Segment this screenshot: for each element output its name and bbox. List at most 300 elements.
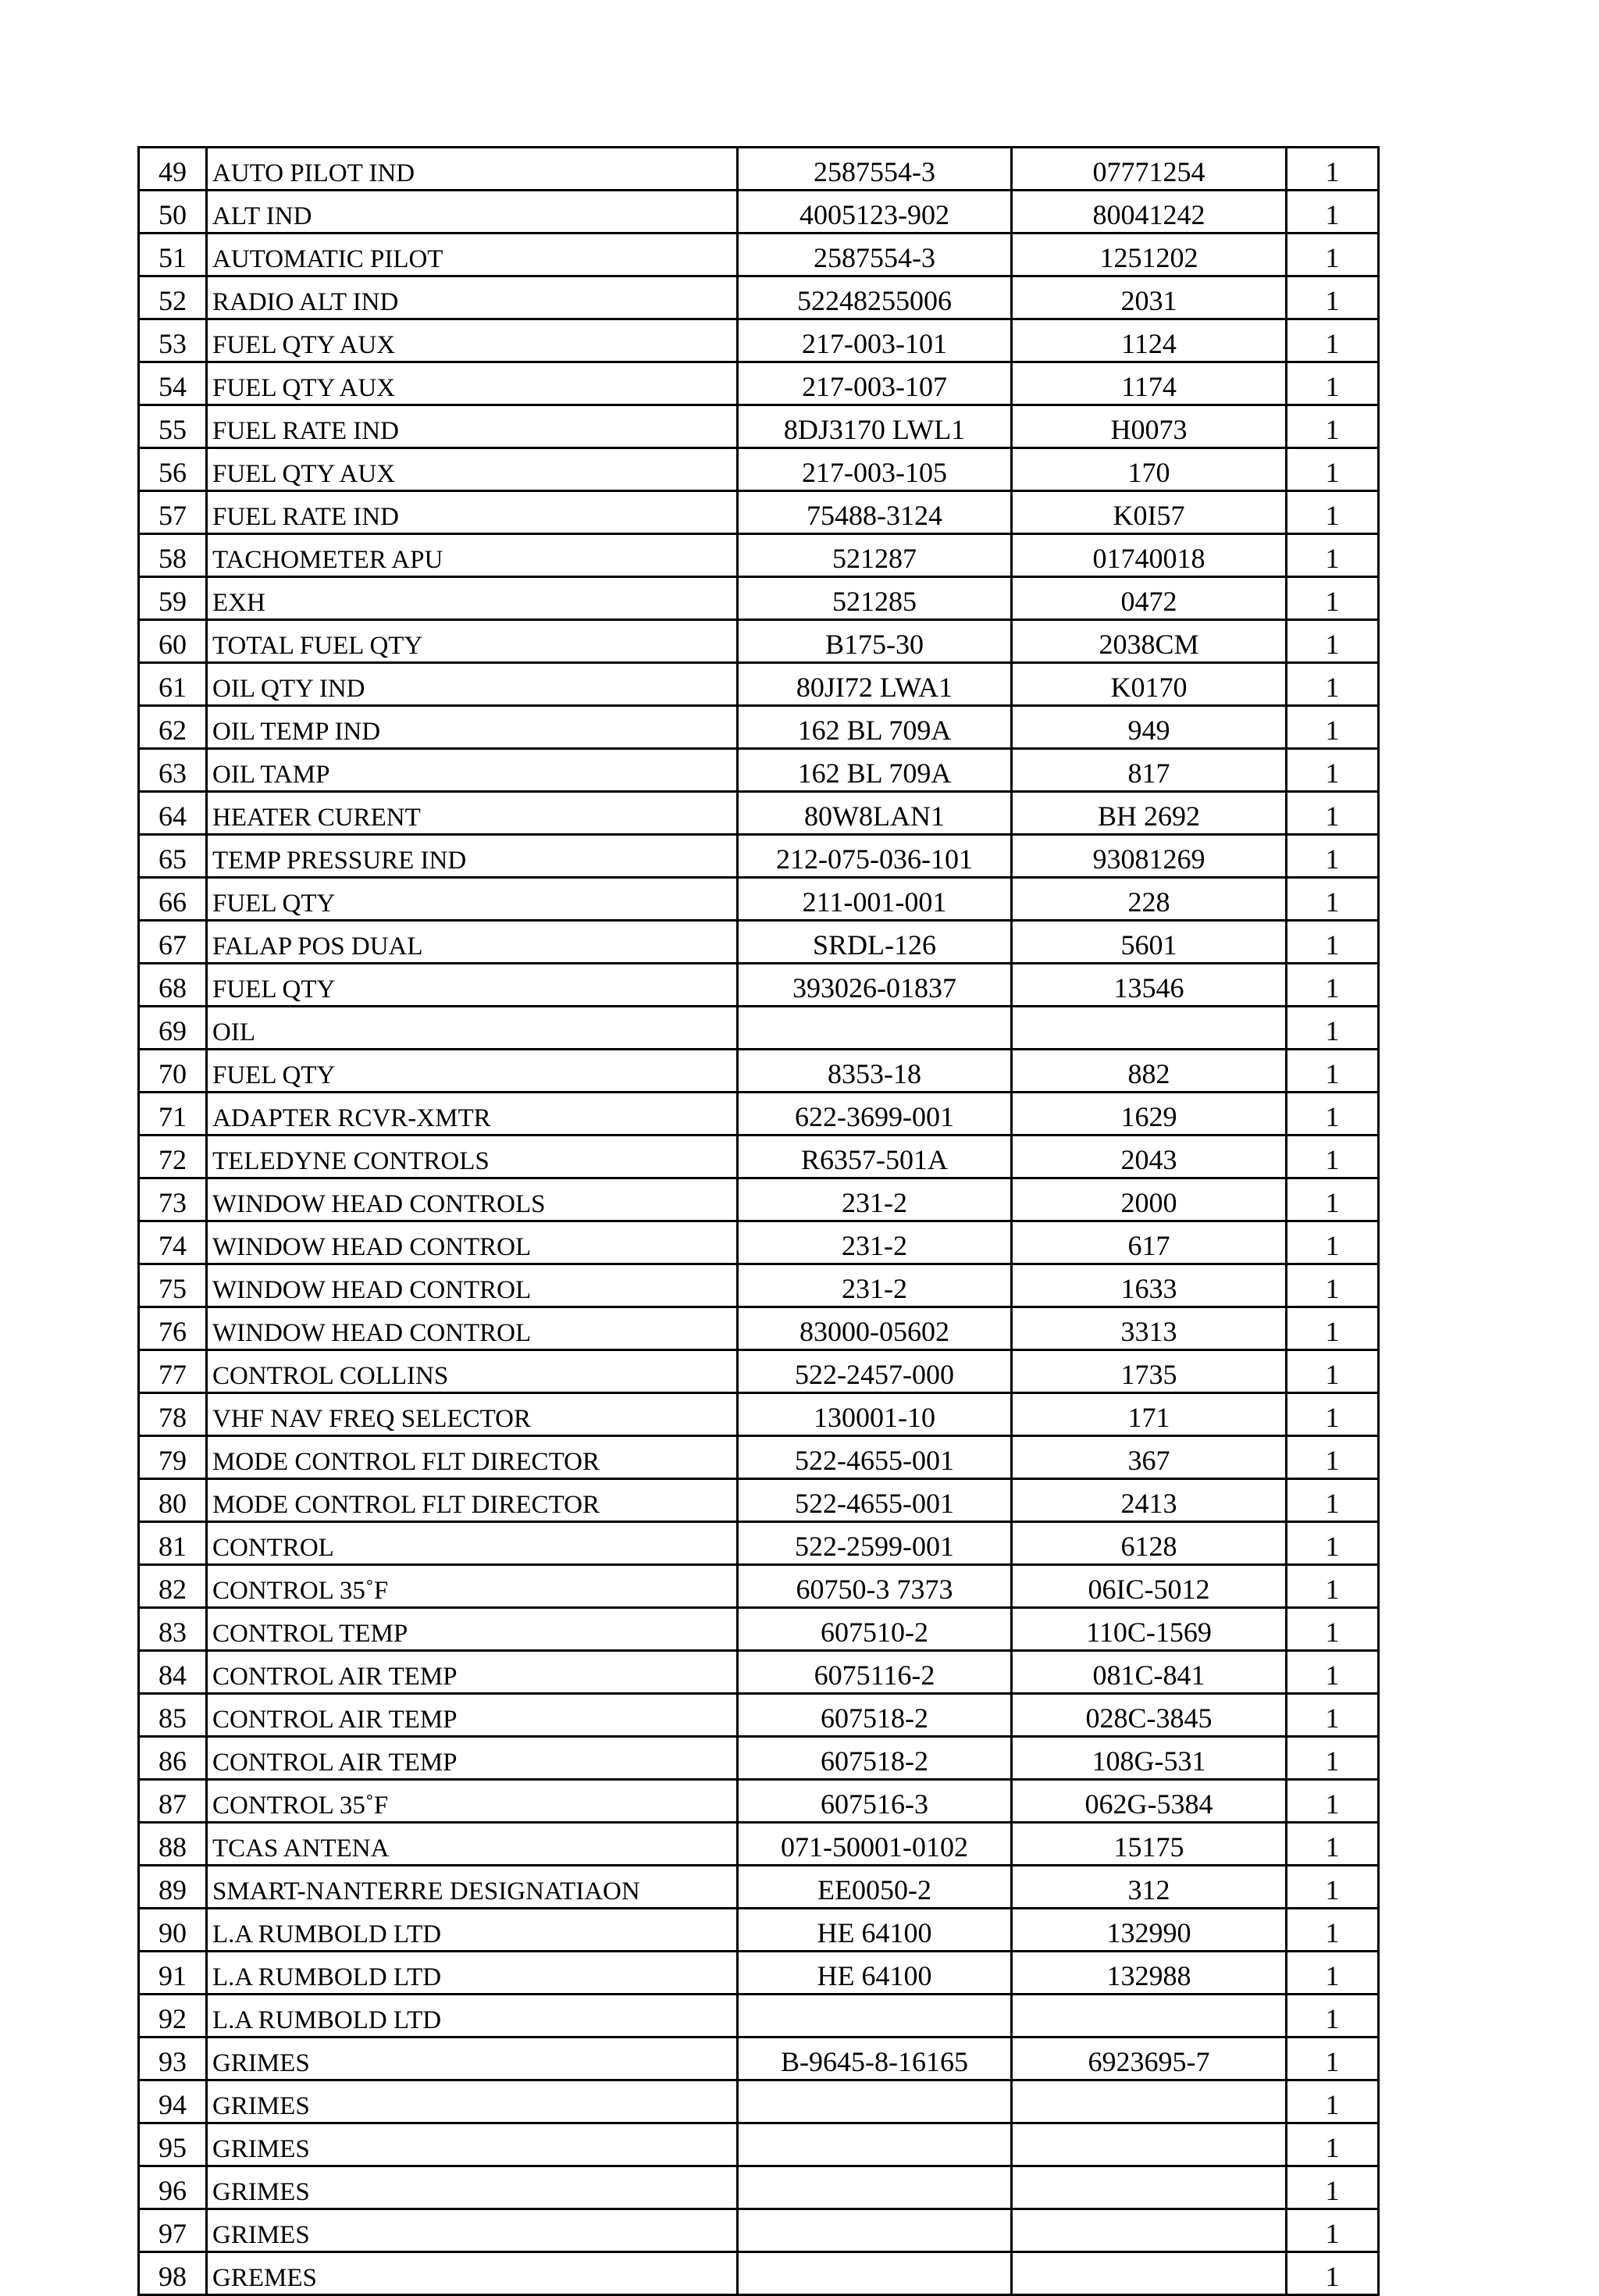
- part-number-cell: 6075116-2: [738, 1651, 1012, 1694]
- quantity-cell: 1: [1287, 191, 1379, 234]
- table-row: [139, 620, 1379, 663]
- quantity-cell: 1: [1287, 148, 1379, 191]
- quantity-cell: 1: [1287, 1007, 1379, 1050]
- serial-number-cell: 949: [1012, 706, 1287, 749]
- description-cell: WINDOW HEAD CONTROL: [207, 1221, 738, 1264]
- part-number-cell: 2587554-3: [738, 234, 1012, 276]
- table-row: [139, 534, 1379, 577]
- table-row: [139, 1565, 1379, 1608]
- part-number-cell: 217-003-107: [738, 362, 1012, 405]
- part-number-cell: HE 64100: [738, 1952, 1012, 1995]
- description-cell: WINDOW HEAD CONTROL: [207, 1307, 738, 1350]
- serial-number-cell: 01740018: [1012, 534, 1287, 577]
- table-row: [139, 1909, 1379, 1952]
- part-number-cell: 521285: [738, 577, 1012, 620]
- quantity-cell: 1: [1287, 2166, 1379, 2209]
- description-cell: AUTO PILOT IND: [207, 148, 738, 191]
- serial-number-cell: 028C-3845: [1012, 1694, 1287, 1737]
- item-number-cell: 76: [139, 1307, 207, 1350]
- table-row: [139, 1780, 1379, 1823]
- part-number-cell: 212-075-036-101: [738, 835, 1012, 878]
- item-number-cell: 56: [139, 448, 207, 491]
- table-row: [139, 1866, 1379, 1909]
- part-number-cell: 80W8LAN1: [738, 792, 1012, 835]
- quantity-cell: 1: [1287, 921, 1379, 964]
- table-row: [139, 2038, 1379, 2080]
- table-row: [139, 964, 1379, 1007]
- item-number-cell: 79: [139, 1436, 207, 1479]
- description-cell: GRIMES: [207, 2209, 738, 2252]
- quantity-cell: 1: [1287, 1479, 1379, 1522]
- table-row: [139, 1694, 1379, 1737]
- description-cell: HEATER CURENT: [207, 792, 738, 835]
- table-row: [139, 1952, 1379, 1995]
- table-body: [139, 148, 1379, 2295]
- item-number-cell: 67: [139, 921, 207, 964]
- item-number-cell: 91: [139, 1952, 207, 1995]
- quantity-cell: 1: [1287, 1651, 1379, 1694]
- description-cell: GREMES: [207, 2252, 738, 2295]
- quantity-cell: 1: [1287, 1136, 1379, 1178]
- table-row: [139, 191, 1379, 234]
- table-row: [139, 405, 1379, 448]
- description-cell: TOTAL FUEL QTY: [207, 620, 738, 663]
- description-cell: OIL QTY IND: [207, 663, 738, 706]
- description-cell: GRIMES: [207, 2080, 738, 2123]
- table-row: [139, 1350, 1379, 1393]
- item-number-cell: 59: [139, 577, 207, 620]
- description-cell: GRIMES: [207, 2038, 738, 2080]
- part-number-cell: 217-003-105: [738, 448, 1012, 491]
- item-number-cell: 87: [139, 1780, 207, 1823]
- item-number-cell: 95: [139, 2123, 207, 2166]
- serial-number-cell: 367: [1012, 1436, 1287, 1479]
- serial-number-cell: 5601: [1012, 921, 1287, 964]
- serial-number-cell: K0170: [1012, 663, 1287, 706]
- part-number-cell: 60750-3 7373: [738, 1565, 1012, 1608]
- part-number-cell: 162 BL 709A: [738, 706, 1012, 749]
- description-cell: TELEDYNE CONTROLS: [207, 1136, 738, 1178]
- table-row: [139, 921, 1379, 964]
- part-number-cell: R6357-501A: [738, 1136, 1012, 1178]
- part-number-cell: 231-2: [738, 1221, 1012, 1264]
- serial-number-cell: [1012, 2209, 1287, 2252]
- table-row: [139, 2123, 1379, 2166]
- quantity-cell: 1: [1287, 792, 1379, 835]
- table-row: [139, 792, 1379, 835]
- description-cell: FUEL QTY: [207, 964, 738, 1007]
- part-number-cell: 162 BL 709A: [738, 749, 1012, 792]
- table-row: [139, 2080, 1379, 2123]
- quantity-cell: 1: [1287, 1737, 1379, 1780]
- quantity-cell: 1: [1287, 234, 1379, 276]
- quantity-cell: 1: [1287, 1050, 1379, 1093]
- part-number-cell: 607518-2: [738, 1694, 1012, 1737]
- serial-number-cell: 6128: [1012, 1522, 1287, 1565]
- serial-number-cell: 06IC-5012: [1012, 1565, 1287, 1608]
- item-number-cell: 60: [139, 620, 207, 663]
- serial-number-cell: 170: [1012, 448, 1287, 491]
- quantity-cell: 1: [1287, 2038, 1379, 2080]
- part-number-cell: SRDL-126: [738, 921, 1012, 964]
- quantity-cell: 1: [1287, 1780, 1379, 1823]
- table-row: [139, 1522, 1379, 1565]
- table-row: [139, 577, 1379, 620]
- part-number-cell: 2587554-3: [738, 148, 1012, 191]
- serial-number-cell: H0073: [1012, 405, 1287, 448]
- item-number-cell: 54: [139, 362, 207, 405]
- part-number-cell: 607516-3: [738, 1780, 1012, 1823]
- quantity-cell: 1: [1287, 2080, 1379, 2123]
- part-number-cell: [738, 1007, 1012, 1050]
- part-number-cell: B175-30: [738, 620, 1012, 663]
- parts-inventory-table: [137, 146, 1380, 2296]
- description-cell: CONTROL: [207, 1522, 738, 1565]
- quantity-cell: 1: [1287, 663, 1379, 706]
- serial-number-cell: 171: [1012, 1393, 1287, 1436]
- description-cell: VHF NAV FREQ SELECTOR: [207, 1393, 738, 1436]
- description-cell: RADIO ALT IND: [207, 276, 738, 319]
- part-number-cell: 393026-01837: [738, 964, 1012, 1007]
- serial-number-cell: 817: [1012, 749, 1287, 792]
- table-row: [139, 1007, 1379, 1050]
- table-row: [139, 663, 1379, 706]
- quantity-cell: 1: [1287, 964, 1379, 1007]
- part-number-cell: B-9645-8-16165: [738, 2038, 1012, 2080]
- table-row: [139, 1093, 1379, 1136]
- table-row: [139, 319, 1379, 362]
- description-cell: ADAPTER RCVR-XMTR: [207, 1093, 738, 1136]
- description-cell: WINDOW HEAD CONTROLS: [207, 1178, 738, 1221]
- serial-number-cell: 07771254: [1012, 148, 1287, 191]
- quantity-cell: 1: [1287, 749, 1379, 792]
- item-number-cell: 86: [139, 1737, 207, 1780]
- description-cell: CONTROL COLLINS: [207, 1350, 738, 1393]
- item-number-cell: 65: [139, 835, 207, 878]
- table-row: [139, 835, 1379, 878]
- description-cell: CONTROL AIR TEMP: [207, 1651, 738, 1694]
- part-number-cell: 522-4655-001: [738, 1479, 1012, 1522]
- quantity-cell: 1: [1287, 1995, 1379, 2038]
- quantity-cell: 1: [1287, 1522, 1379, 1565]
- quantity-cell: 1: [1287, 577, 1379, 620]
- part-number-cell: 4005123-902: [738, 191, 1012, 234]
- description-cell: OIL: [207, 1007, 738, 1050]
- item-number-cell: 66: [139, 878, 207, 921]
- serial-number-cell: 2043: [1012, 1136, 1287, 1178]
- item-number-cell: 74: [139, 1221, 207, 1264]
- table-row: [139, 1178, 1379, 1221]
- description-cell: FUEL RATE IND: [207, 491, 738, 534]
- description-cell: TACHOMETER APU: [207, 534, 738, 577]
- item-number-cell: 88: [139, 1823, 207, 1866]
- table-row: [139, 1479, 1379, 1522]
- table-row: [139, 1050, 1379, 1093]
- part-number-cell: [738, 2209, 1012, 2252]
- item-number-cell: 58: [139, 534, 207, 577]
- part-number-cell: [738, 2166, 1012, 2209]
- description-cell: FUEL QTY: [207, 878, 738, 921]
- quantity-cell: 1: [1287, 620, 1379, 663]
- quantity-cell: 1: [1287, 1952, 1379, 1995]
- serial-number-cell: 2038CM: [1012, 620, 1287, 663]
- table-row: [139, 1995, 1379, 2038]
- quantity-cell: 1: [1287, 2123, 1379, 2166]
- part-number-cell: 521287: [738, 534, 1012, 577]
- description-cell: FUEL RATE IND: [207, 405, 738, 448]
- item-number-cell: 98: [139, 2252, 207, 2295]
- serial-number-cell: 1124: [1012, 319, 1287, 362]
- part-number-cell: 607518-2: [738, 1737, 1012, 1780]
- description-cell: CONTROL AIR TEMP: [207, 1694, 738, 1737]
- description-cell: ALT IND: [207, 191, 738, 234]
- serial-number-cell: [1012, 2123, 1287, 2166]
- description-cell: GRIMES: [207, 2166, 738, 2209]
- table-row: [139, 148, 1379, 191]
- quantity-cell: 1: [1287, 2209, 1379, 2252]
- item-number-cell: 68: [139, 964, 207, 1007]
- description-cell: TCAS ANTENA: [207, 1823, 738, 1866]
- description-cell: OIL TEMP IND: [207, 706, 738, 749]
- item-number-cell: 64: [139, 792, 207, 835]
- description-cell: FUEL QTY AUX: [207, 319, 738, 362]
- serial-number-cell: 132988: [1012, 1952, 1287, 1995]
- item-number-cell: 53: [139, 319, 207, 362]
- quantity-cell: 1: [1287, 448, 1379, 491]
- description-cell: MODE CONTROL FLT DIRECTOR: [207, 1436, 738, 1479]
- part-number-cell: 8DJ3170 LWL1: [738, 405, 1012, 448]
- serial-number-cell: 93081269: [1012, 835, 1287, 878]
- description-cell: CONTROL AIR TEMP: [207, 1737, 738, 1780]
- serial-number-cell: 110C-1569: [1012, 1608, 1287, 1651]
- serial-number-cell: 2000: [1012, 1178, 1287, 1221]
- table-row: [139, 1136, 1379, 1178]
- description-cell: TEMP PRESSURE IND: [207, 835, 738, 878]
- part-number-cell: 211-001-001: [738, 878, 1012, 921]
- description-cell: FUEL QTY AUX: [207, 448, 738, 491]
- item-number-cell: 51: [139, 234, 207, 276]
- description-cell: FUEL QTY: [207, 1050, 738, 1093]
- part-number-cell: 622-3699-001: [738, 1093, 1012, 1136]
- quantity-cell: 1: [1287, 1909, 1379, 1952]
- item-number-cell: 81: [139, 1522, 207, 1565]
- item-number-cell: 77: [139, 1350, 207, 1393]
- serial-number-cell: 081C-841: [1012, 1651, 1287, 1694]
- table-row: [139, 2252, 1379, 2295]
- serial-number-cell: [1012, 2080, 1287, 2123]
- part-number-cell: 217-003-101: [738, 319, 1012, 362]
- item-number-cell: 71: [139, 1093, 207, 1136]
- part-number-cell: [738, 2080, 1012, 2123]
- item-number-cell: 62: [139, 706, 207, 749]
- table-row: [139, 1393, 1379, 1436]
- quantity-cell: 1: [1287, 405, 1379, 448]
- item-number-cell: 69: [139, 1007, 207, 1050]
- description-cell: SMART-NANTERRE DESIGNATIAON: [207, 1866, 738, 1909]
- table-row: [139, 706, 1379, 749]
- table-row: [139, 1264, 1379, 1307]
- table-row: [139, 1651, 1379, 1694]
- quantity-cell: 1: [1287, 1178, 1379, 1221]
- serial-number-cell: 1629: [1012, 1093, 1287, 1136]
- item-number-cell: 83: [139, 1608, 207, 1651]
- part-number-cell: EE0050-2: [738, 1866, 1012, 1909]
- part-number-cell: 75488-3124: [738, 491, 1012, 534]
- table-row: [139, 1307, 1379, 1350]
- table-row: [139, 276, 1379, 319]
- quantity-cell: 1: [1287, 1565, 1379, 1608]
- serial-number-cell: 1251202: [1012, 234, 1287, 276]
- description-cell: CONTROL 35˚F: [207, 1565, 738, 1608]
- item-number-cell: 55: [139, 405, 207, 448]
- part-number-cell: 130001-10: [738, 1393, 1012, 1436]
- serial-number-cell: 617: [1012, 1221, 1287, 1264]
- serial-number-cell: 3313: [1012, 1307, 1287, 1350]
- description-cell: WINDOW HEAD CONTROL: [207, 1264, 738, 1307]
- serial-number-cell: 2413: [1012, 1479, 1287, 1522]
- part-number-cell: 231-2: [738, 1264, 1012, 1307]
- part-number-cell: 80JI72 LWA1: [738, 663, 1012, 706]
- item-number-cell: 52: [139, 276, 207, 319]
- serial-number-cell: 1174: [1012, 362, 1287, 405]
- item-number-cell: 94: [139, 2080, 207, 2123]
- part-number-cell: 8353-18: [738, 1050, 1012, 1093]
- serial-number-cell: 882: [1012, 1050, 1287, 1093]
- description-cell: CONTROL TEMP: [207, 1608, 738, 1651]
- part-number-cell: 607510-2: [738, 1608, 1012, 1651]
- table-row: [139, 878, 1379, 921]
- quantity-cell: 1: [1287, 835, 1379, 878]
- quantity-cell: 1: [1287, 534, 1379, 577]
- serial-number-cell: [1012, 2166, 1287, 2209]
- quantity-cell: 1: [1287, 1436, 1379, 1479]
- item-number-cell: 72: [139, 1136, 207, 1178]
- serial-number-cell: 1633: [1012, 1264, 1287, 1307]
- table-row: [139, 448, 1379, 491]
- description-cell: MODE CONTROL FLT DIRECTOR: [207, 1479, 738, 1522]
- quantity-cell: 1: [1287, 878, 1379, 921]
- table-row: [139, 362, 1379, 405]
- serial-number-cell: 1735: [1012, 1350, 1287, 1393]
- item-number-cell: 85: [139, 1694, 207, 1737]
- item-number-cell: 50: [139, 191, 207, 234]
- item-number-cell: 49: [139, 148, 207, 191]
- serial-number-cell: BH 2692: [1012, 792, 1287, 835]
- quantity-cell: 1: [1287, 1264, 1379, 1307]
- part-number-cell: 52248255006: [738, 276, 1012, 319]
- quantity-cell: 1: [1287, 1221, 1379, 1264]
- table-row: [139, 1221, 1379, 1264]
- table-row: [139, 234, 1379, 276]
- item-number-cell: 73: [139, 1178, 207, 1221]
- serial-number-cell: 6923695-7: [1012, 2038, 1287, 2080]
- part-number-cell: 83000-05602: [738, 1307, 1012, 1350]
- table-row: [139, 749, 1379, 792]
- table-row: [139, 491, 1379, 534]
- quantity-cell: 1: [1287, 1694, 1379, 1737]
- quantity-cell: 1: [1287, 491, 1379, 534]
- serial-number-cell: 228: [1012, 878, 1287, 921]
- description-cell: AUTOMATIC PILOT: [207, 234, 738, 276]
- part-number-cell: 071-50001-0102: [738, 1823, 1012, 1866]
- description-cell: FALAP POS DUAL: [207, 921, 738, 964]
- part-number-cell: HE 64100: [738, 1909, 1012, 1952]
- description-cell: L.A RUMBOLD LTD: [207, 1995, 738, 2038]
- item-number-cell: 57: [139, 491, 207, 534]
- description-cell: EXH: [207, 577, 738, 620]
- item-number-cell: 89: [139, 1866, 207, 1909]
- quantity-cell: 1: [1287, 1823, 1379, 1866]
- item-number-cell: 80: [139, 1479, 207, 1522]
- serial-number-cell: 15175: [1012, 1823, 1287, 1866]
- serial-number-cell: K0I57: [1012, 491, 1287, 534]
- serial-number-cell: 80041242: [1012, 191, 1287, 234]
- serial-number-cell: [1012, 1007, 1287, 1050]
- quantity-cell: 1: [1287, 1866, 1379, 1909]
- item-number-cell: 63: [139, 749, 207, 792]
- quantity-cell: 1: [1287, 319, 1379, 362]
- quantity-cell: 1: [1287, 1307, 1379, 1350]
- description-cell: L.A RUMBOLD LTD: [207, 1952, 738, 1995]
- item-number-cell: 97: [139, 2209, 207, 2252]
- quantity-cell: 1: [1287, 1350, 1379, 1393]
- item-number-cell: 78: [139, 1393, 207, 1436]
- part-number-cell: 522-2457-000: [738, 1350, 1012, 1393]
- serial-number-cell: 0472: [1012, 577, 1287, 620]
- part-number-cell: 522-2599-001: [738, 1522, 1012, 1565]
- item-number-cell: 70: [139, 1050, 207, 1093]
- description-cell: GRIMES: [207, 2123, 738, 2166]
- part-number-cell: [738, 1995, 1012, 2038]
- part-number-cell: 522-4655-001: [738, 1436, 1012, 1479]
- description-cell: OIL TAMP: [207, 749, 738, 792]
- serial-number-cell: [1012, 1995, 1287, 2038]
- quantity-cell: 1: [1287, 1608, 1379, 1651]
- table-row: [139, 1823, 1379, 1866]
- table-row: [139, 1436, 1379, 1479]
- table-row: [139, 2209, 1379, 2252]
- description-cell: CONTROL 35˚F: [207, 1780, 738, 1823]
- part-number-cell: [738, 2252, 1012, 2295]
- serial-number-cell: 062G-5384: [1012, 1780, 1287, 1823]
- quantity-cell: 1: [1287, 2252, 1379, 2295]
- part-number-cell: 231-2: [738, 1178, 1012, 1221]
- serial-number-cell: 2031: [1012, 276, 1287, 319]
- serial-number-cell: 108G-531: [1012, 1737, 1287, 1780]
- table-row: [139, 1608, 1379, 1651]
- quantity-cell: 1: [1287, 1093, 1379, 1136]
- serial-number-cell: 312: [1012, 1866, 1287, 1909]
- serial-number-cell: 13546: [1012, 964, 1287, 1007]
- description-cell: FUEL QTY AUX: [207, 362, 738, 405]
- serial-number-cell: [1012, 2252, 1287, 2295]
- item-number-cell: 84: [139, 1651, 207, 1694]
- quantity-cell: 1: [1287, 1393, 1379, 1436]
- part-number-cell: [738, 2123, 1012, 2166]
- item-number-cell: 92: [139, 1995, 207, 2038]
- serial-number-cell: 132990: [1012, 1909, 1287, 1952]
- description-cell: L.A RUMBOLD LTD: [207, 1909, 738, 1952]
- quantity-cell: 1: [1287, 706, 1379, 749]
- item-number-cell: 75: [139, 1264, 207, 1307]
- item-number-cell: 90: [139, 1909, 207, 1952]
- table-row: [139, 2166, 1379, 2209]
- item-number-cell: 96: [139, 2166, 207, 2209]
- quantity-cell: 1: [1287, 362, 1379, 405]
- item-number-cell: 93: [139, 2038, 207, 2080]
- item-number-cell: 61: [139, 663, 207, 706]
- item-number-cell: 82: [139, 1565, 207, 1608]
